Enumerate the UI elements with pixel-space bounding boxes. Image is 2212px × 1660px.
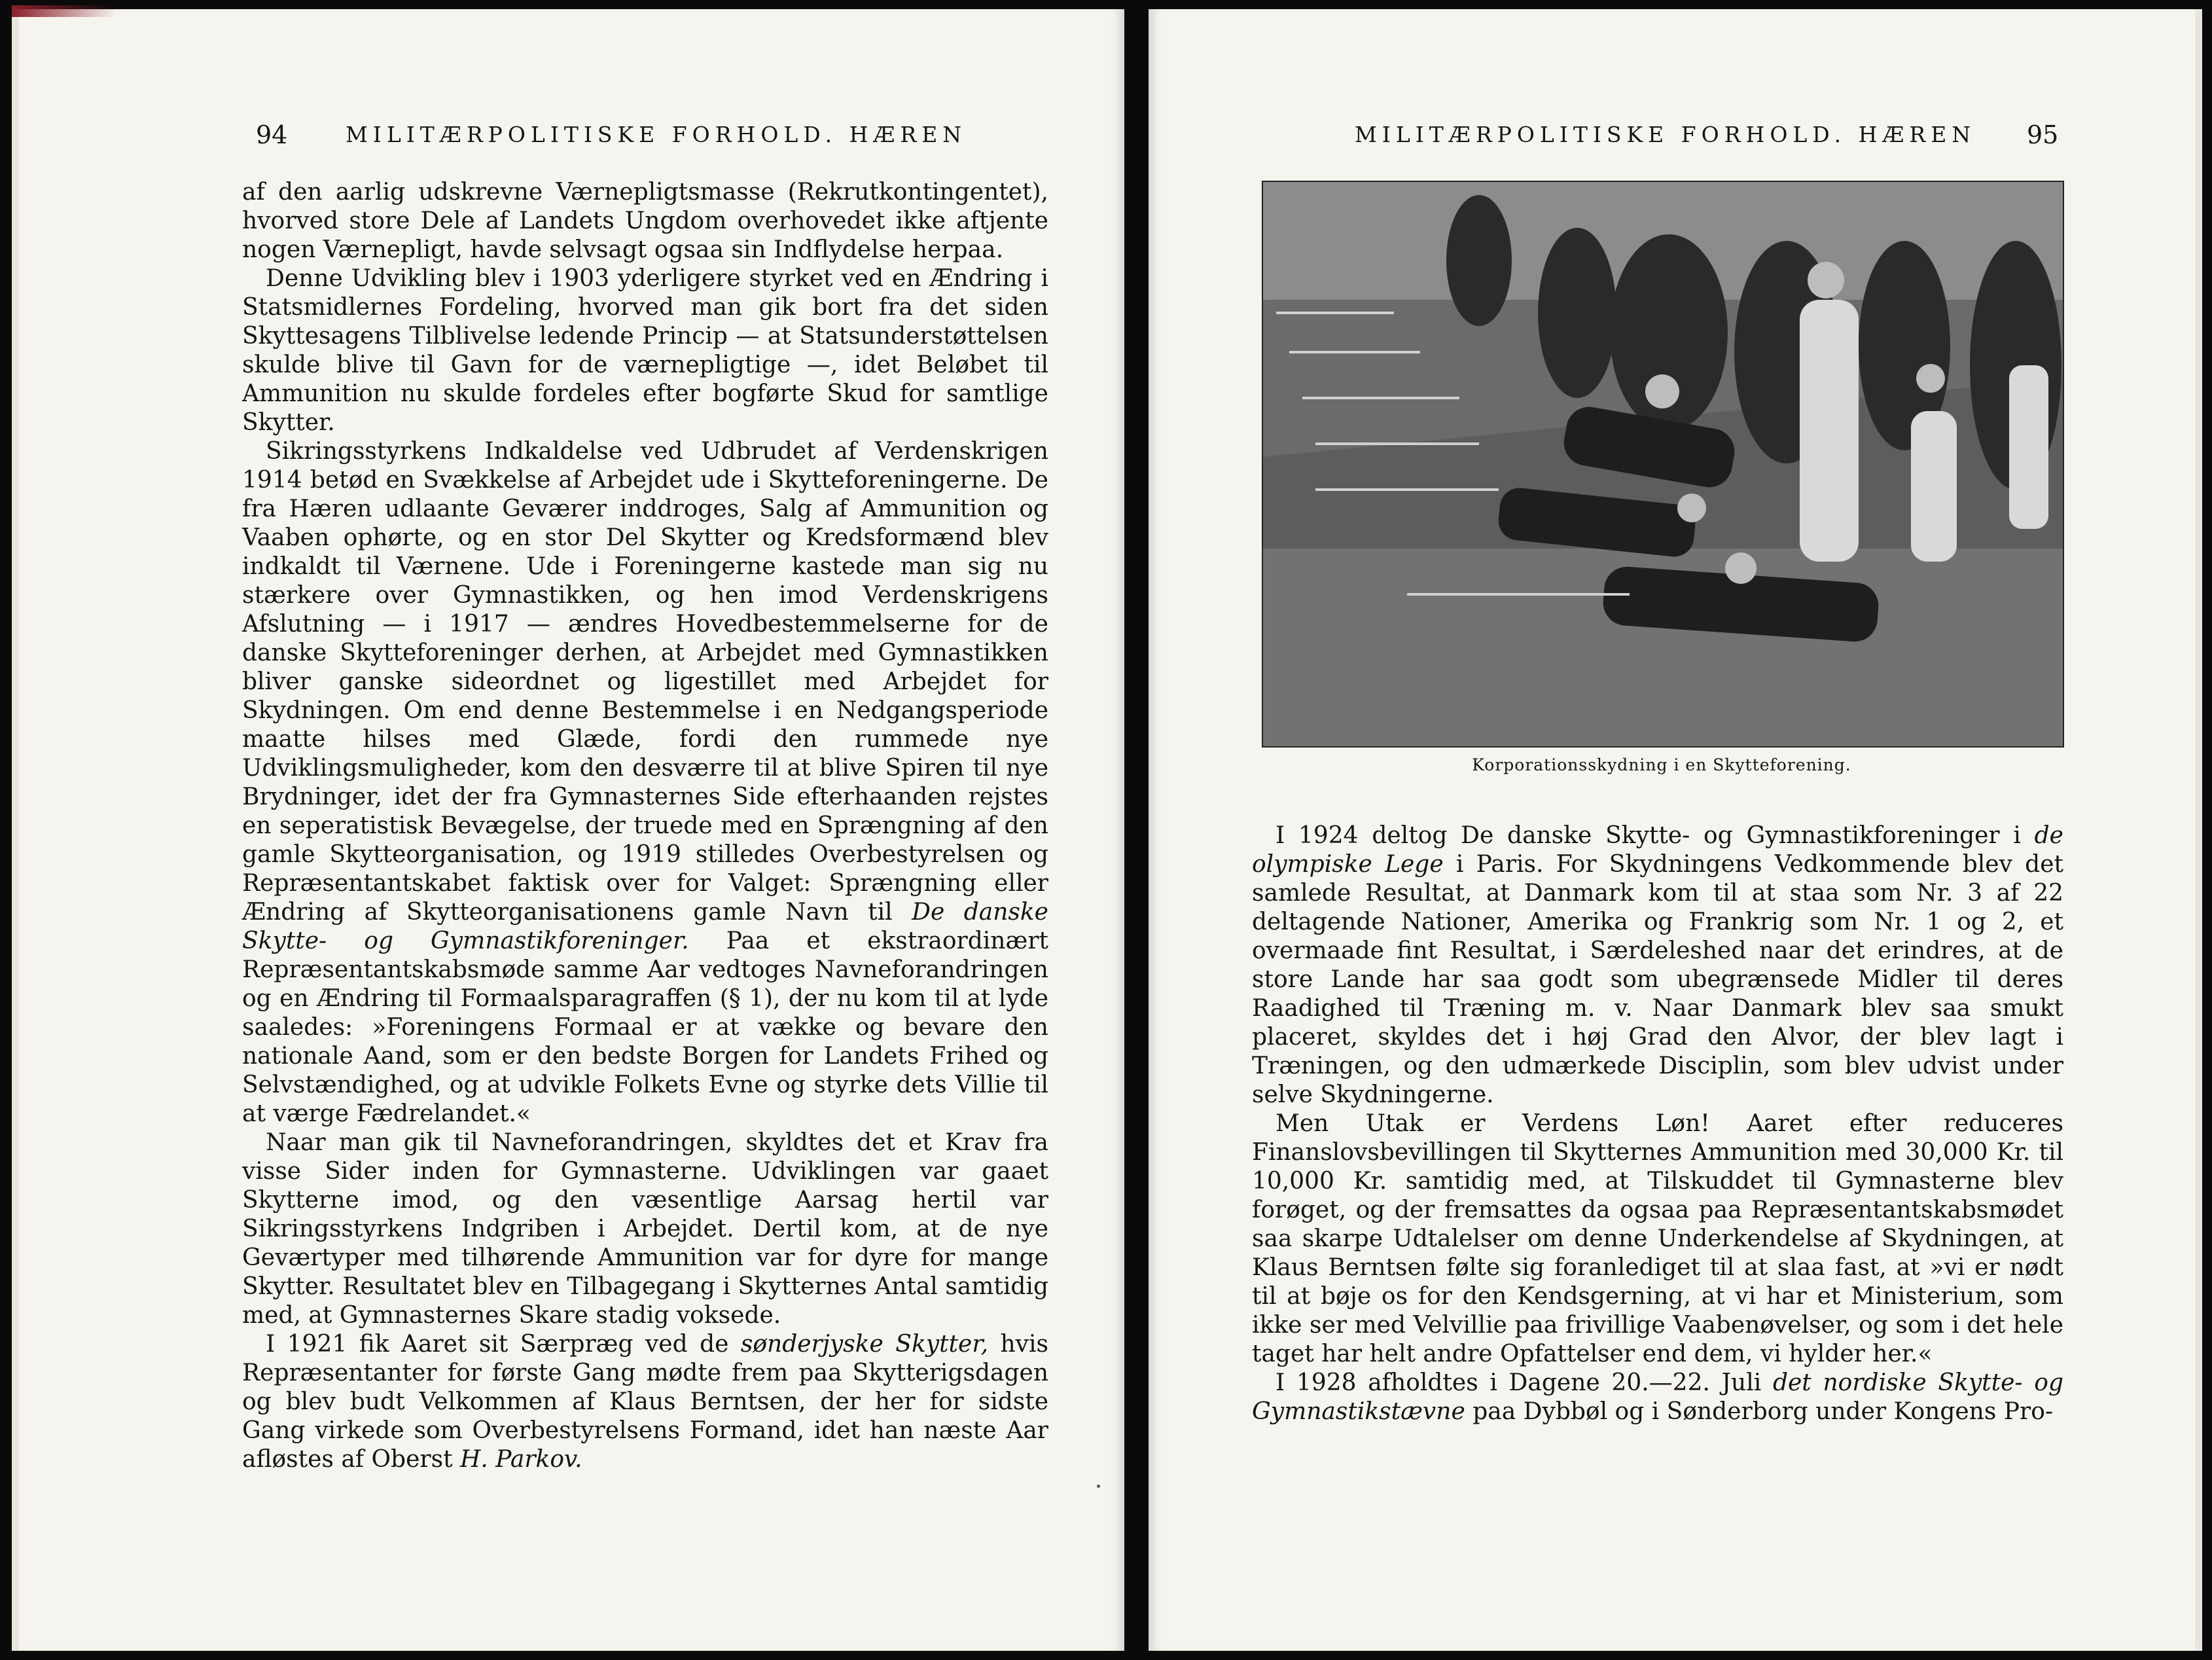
text-segment: I 1924 deltog De danske Skytte- og Gymnastikforeninger i: [1275, 822, 2035, 849]
text-segment: Sikringsstyrkens Indkaldelse ved Udbrudet af Verdenskrigen 1914 betød en Svækkelse af Arbejdet ude i Skytteforeningerne. De fra Hæren udlaante Geværer inddroges, Salg af Ammunition og Vaaben ophørte, og en stor Del Skytter og Kredsformænd blev indkaldt til Værnene. Ude i Foreningerne kastede man sig nu stærkere over Gymnastikken, og hen imod Verdenskrigens Afslutning — i 1917 — ændres Hovedbestemmelserne for de danske Skytteforeninger derhen, at Arbejdet med Gymnastikken bliver ganske sideordnet og ligestillet med Arbejdet for Skydningen. Om end denne Bestemmelse i en Nedgangsperiode maatte hilses med Glæde, fordi den rummede nye Udviklingsmuligheder, kom den desværre til at blive Spiren til nye Brydninger, idet der fra Gymnasternes Side efterhaanden rejstes en seperatistisk Bevægelse, der truede med en Sprængning af den gamle Skytteorganisation, og 1919 stilledes Overbestyrelsen og Repræsentantskabet faktisk over for Valget: Sprængning eller Ændring af Skytteorganisationens gamle Navn til: [242, 438, 1048, 926]
paragraph: [1252, 1369, 2063, 1426]
speck: [1097, 1485, 1100, 1488]
paragraph: [242, 178, 1048, 264]
italic-text: de olympiske Lege: [1252, 822, 2063, 878]
text-segment: I 1928 afholdtes i Dagene 20.—22. Juli: [1275, 1369, 1773, 1396]
page-number-left: 94: [256, 120, 288, 149]
running-head-left: MILITÆRPOLITISKE FORHOLD. HÆREN: [346, 122, 967, 147]
ribbon-mark: [12, 5, 116, 17]
photo-illustration: [1263, 182, 2063, 746]
italic-text: H. Parkov.: [460, 1446, 582, 1473]
text-segment: i Paris. For Skydningens Vedkommende blev det samlede Resultat, at Danmark kom til at staa som Nr. 3 af 22 deltagende Nationer, Amerika og Frankrig som Nr. 1 og 2, et overmaade fint Resultat, i Særdeleshed naar det erindres, at de store Lande har saa godt som ubegrænsede Midler til deres Raadighed til Træning m. v. Naar Danmark blev saa smukt placeret, skyldes det i høj Grad den Alvor, der blev lagt i Træningen, og den udmærkede Disciplin, som blev udvist under selve Skydningerne.: [1252, 851, 2063, 1108]
text-segment: af den aarlig udskrevne Værnepligtsmasse (Rekrutkontingentet), hvorved store Dele af Landets Ungdom overhovedet ikke aftjente nogen Værnepligt, havde selvsagt ogsaa sin Indflydelse herpaa.: [242, 179, 1048, 263]
italic-text: De danske Skytte- og Gymnastikforeninger.: [242, 899, 1048, 954]
right-body-text: [1252, 821, 2063, 1426]
right-page: [1149, 9, 2202, 1651]
paragraph: [242, 437, 1048, 1128]
left-body-text: [242, 178, 1048, 1474]
paragraph: [242, 1330, 1048, 1474]
page-edge: [2196, 9, 2202, 1651]
text-segment: Denne Udvikling blev i 1903 yderligere styrket ved en Ændring i Statsmidlernes Fordeling, hvorved man gik bort fra det siden Skyttesagens Tilblivelse ledende Princip — at Statsunderstøttelsen skulde blive til Gavn for de værnepligtige —, idet Beløbet til Ammunition nu skulde fordeles efter bogførte Skud for samtlige Skytter.: [242, 265, 1048, 436]
text-segment: paa Dybbøl og i Sønderborg under Kongens Pro-: [1465, 1398, 2054, 1425]
text-segment: I 1921 fik Aaret sit Særpræg ved de: [266, 1331, 741, 1358]
text-segment: Men Utak er Verdens Løn! Aaret efter reduceres Finanslovsbevillingen til Skytternes Ammunition med 30,000 Kr. til 10,000 Kr. samtidig med, at Tilskuddet til Gymnasterne blev forøget, og der fremsattes da ogsaa paa Repræsentantskabsmødet saa skarpe Udtalelser om denne Underkendelse af Skydningen, at Klaus Berntsen følte sig foranlediget til at slaa fast, at »vi er nødt til at bøje os for den Kendsgerning, at vi har et Ministerium, som ikke ser med Velvillie paa frivillige Vaabenøvelser, og som i det hele taget har helt andre Opfattelser end dem, vi hylder her.«: [1252, 1110, 2063, 1367]
paragraph: [242, 264, 1048, 437]
left-page: [12, 9, 1124, 1651]
photo-caption: Korporationsskydning i en Skytteforening.: [1472, 755, 1851, 774]
text-segment: hvis Repræsentanter for første Gang mødte frem paa Skytterigsdagen og blev budt Velkommen af Klaus Berntsen, der her for sidste Gang virkede som Overbestyrelsens Formand, idet han næste Aar afløstes af Oberst: [242, 1331, 1048, 1473]
text-segment: Naar man gik til Navneforandringen, skyldtes det et Krav fra visse Sider inden for Gymnasterne. Udviklingen var gaaet Skytterne imod, og den væsentlige Aarsag hertil var Sikringsstyrkens Indgriben i Arbejdet. Dertil kom, at de nye Geværtyper med tilhørende Ammunition var for dyre for mange Skytter. Resultatet blev en Tilbagegang i Skytternes Antal samtidig med, at Gymnasternes Skare stadig voksede.: [242, 1129, 1048, 1329]
page-number-right: 95: [2027, 120, 2059, 149]
running-head-right: MILITÆRPOLITISKE FORHOLD. HÆREN: [1355, 122, 1976, 147]
text-segment: Paa et ekstraordinært Repræsentantskabsmøde samme Aar vedtoges Navneforandringen og en Ændring til Formaalsparagraffen (§ 1), der nu kom til at lyde saaledes: »Foreningens Formaal er at vække og bevare den nationale Aand, som er den bedste Borgen for Landets Frihed og Selvstændighed, og at udvikle Folkets Evne og styrke dets Villie til at værge Fædrelandet.«: [242, 928, 1048, 1127]
paragraph: [242, 1128, 1048, 1330]
page-edge: [12, 9, 18, 1651]
paragraph: [1252, 821, 2063, 1110]
paragraph: [1252, 1110, 2063, 1369]
italic-text: det nordiske Skytte- og Gymnastikstævne: [1252, 1369, 2063, 1425]
shooting-photo: [1262, 181, 2064, 748]
italic-text: sønderjyske Skytter,: [740, 1331, 989, 1358]
